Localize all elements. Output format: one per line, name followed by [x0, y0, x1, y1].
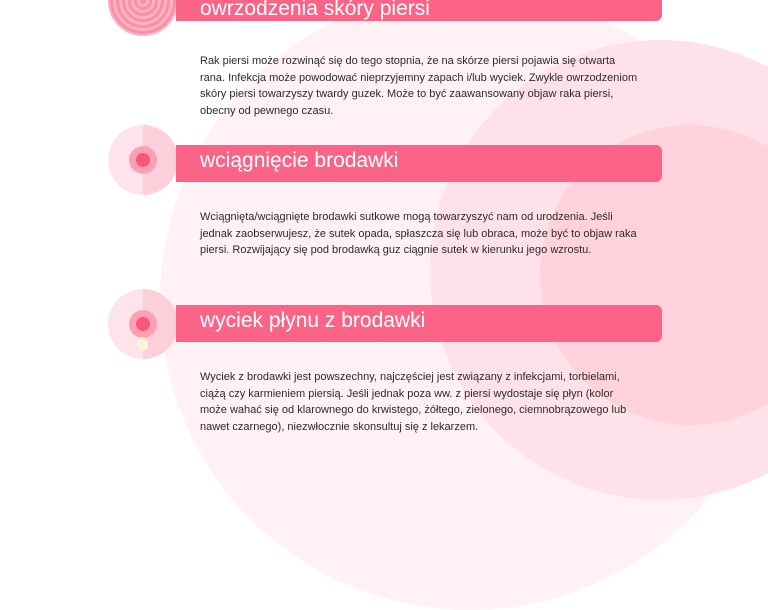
section-banner [176, 305, 662, 342]
section-title: owrzodzenia skóry piersi [200, 0, 430, 20]
section-title: wyciek płynu z brodawki [200, 309, 426, 332]
nipple-retraction-icon [108, 125, 178, 195]
section-description: Rak piersi może rozwinąć się do tego stopnia, że na skórze piersi pojawia się otwarta rana. Infekcja może powodować nieprzyjemny zapach i/lub wyciek. Zwykle owrzodzeniom skóry piersi towarzyszy twardy guzek. Może to być zaawansowany objaw raka piersi, obecny od pewnego czasu. [200, 55, 638, 117]
section-description: Wciągnięta/wciągnięte brodawki sutkowe mogą towarzyszyć nam od urodzenia. Jeśli jednak zaobserwujesz, że sutek opada, spłaszcza się lub obraca, może być to objaw raka piersi. Rozwijający się pod brodawką guz ciągnie sutek w kierunku jego wzrostu. [200, 211, 637, 256]
nipple-discharge-icon [108, 289, 178, 359]
droplet-icon [137, 337, 148, 351]
section-title: wciągnięcie brodawki [200, 149, 399, 172]
skin-ulcer-icon [108, 0, 178, 36]
section-banner [176, 0, 662, 21]
section-description: Wyciek z brodawki jest powszechny, najczęściej jest związany z infekcjami, torbielami, ciążą czy karmieniem piersią. Jeśli jednak poza ww. z piersi wydostaje się płyn (kolor może wahać się od klarownego do krwistego, żółtego, zielonego, ciemnobrązowego lub nawet czarnego), niezwłocznie skonsultuj się z lekarzem. [200, 371, 627, 433]
section-banner [176, 145, 662, 182]
